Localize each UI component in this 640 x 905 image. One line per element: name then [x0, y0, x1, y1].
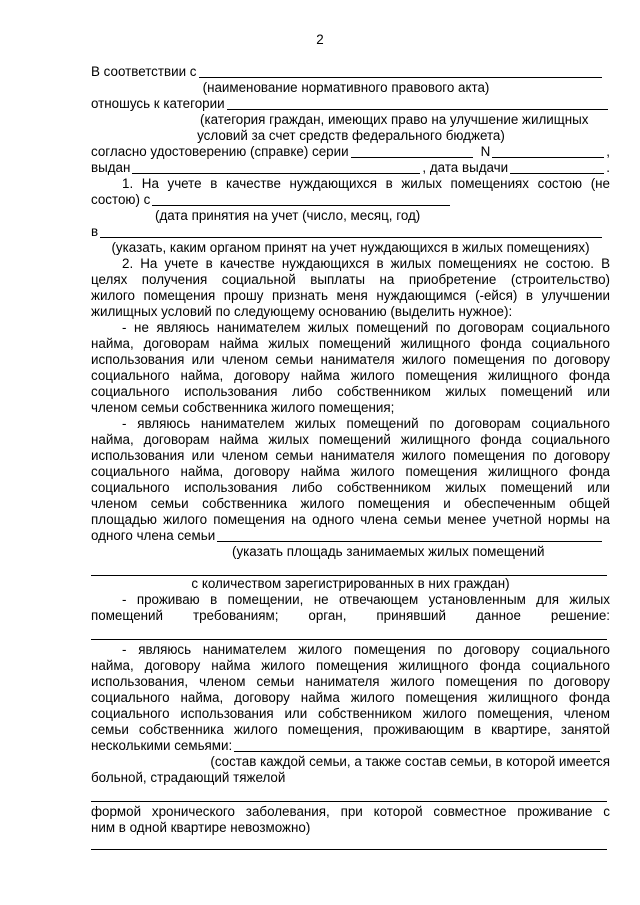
text-line: найма, договорам найма жилых помещений жилищного фонда социального [91, 432, 610, 447]
text-line: членом семьи собственника жилого помещения и обеспеченным общей [91, 496, 610, 511]
field-issue-date[interactable] [510, 161, 604, 174]
field-number[interactable] [492, 145, 604, 158]
text-line: социального использования либо собственником жилых помещений или [91, 384, 610, 399]
caption-category-1: (категория граждан, имеющих право на улучшение жилищных [200, 112, 589, 127]
line-families: несколькими семьями: [91, 738, 610, 754]
field-category[interactable] [227, 97, 608, 110]
field-family-composition[interactable] [91, 801, 607, 802]
option-shared-apartment[interactable]: - являюсь нанимателем жилого помещения по договору социального [122, 642, 610, 657]
field-families[interactable] [234, 739, 600, 752]
text-line: социального найма, договору найма жилого помещения жилищного фонда [91, 368, 610, 383]
text-line: семьи собственника жилого помещения, проживающим в квартире, занятой [91, 722, 610, 737]
caption-family-composition: (состав каждой семьи, а также состав семьи, в которой имеется [210, 754, 610, 769]
caption-living-area: (указать площадь занимаемых жилых помещений [232, 544, 545, 559]
line-category [91, 96, 610, 112]
line-area: одного члена семьи [91, 528, 610, 544]
text-line: найма, договору найма жилого помещения жилищного фонда социального [91, 658, 610, 673]
line-since: состою) с [91, 192, 610, 208]
field-registration-date[interactable] [152, 193, 450, 206]
option-not-tenant[interactable]: - не являюсь нанимателем жилых помещений по договорам социального [122, 320, 610, 335]
label-number: N [480, 144, 491, 159]
label-in-accordance: В соответствии с [91, 64, 197, 79]
caption-category-2: условий за счет средств федерального бюджета) [197, 128, 505, 143]
text-line: жилищных условий по следующему основанию (выделить нужное): [91, 304, 513, 319]
text-line: социального использования или собственником жилого помещения, членом [91, 706, 610, 721]
text-line: социального найма, договору найма жилого помещения жилищного фонда [91, 690, 610, 705]
field-series[interactable] [351, 145, 473, 158]
field-issued-by[interactable] [132, 161, 420, 174]
option-unfit-premises[interactable]: - проживаю в помещении, не отвечающем установленным для жилых [122, 592, 610, 607]
field-registering-authority[interactable] [100, 225, 602, 238]
caption-legal-act: (наименование нормативного правового акта) [202, 80, 490, 95]
option-tenant-below-norm[interactable]: - являюсь нанимателем жилых помещений по договорам социального [122, 416, 610, 431]
label-category: отношусь к категории [91, 96, 225, 111]
text-line: целях получения социальной выплаты на приобретение (строительство) [91, 272, 610, 287]
caption-authority: (указать, каким органом принят на учет нуждающихся в жилых помещениях) [111, 240, 590, 255]
line-legal-act [91, 64, 610, 80]
caption-registration-date: (дата принятия на учет (число, месяц, год) [155, 208, 421, 223]
caption-chronic-disease: формой хронического заболевания, при которой совместное проживание с [91, 804, 610, 819]
text-line: жилого помещения прошу признать меня нуждающимся (-ейся) в улучшении [91, 288, 610, 303]
text-line: найма, договорам найма жилых помещений жилищного фонда социального [91, 336, 610, 351]
caption-registered-people: с количеством зарегистрированных в них граждан) [191, 576, 510, 591]
line-issued: выдан , дата выдачи . [91, 160, 610, 175]
text-line: площадью жилого помещения на одного члена семьи менее учетной нормы на [91, 512, 610, 527]
caption-family-composition-2: больной, страдающий тяжелой [91, 770, 286, 785]
text-line: использования или членом семьи нанимателя жилого помещения по договору [91, 448, 610, 463]
field-chronic-disease[interactable] [91, 849, 607, 850]
text-line: использования, членом семьи нанимателя жилого помещения по договору [91, 674, 610, 689]
text-line: социального использования либо собственником жилых помещений или [91, 480, 610, 495]
text-line: членом семьи собственника жилого помещения; [91, 400, 395, 415]
label-issued: выдан [91, 160, 131, 175]
text-item-2: 2. На учете в качестве нуждающихся в жилых помещениях не состою. В [122, 256, 610, 271]
label-certificate-series: согласно удостоверению (справке) серии [91, 144, 349, 159]
line-authority: в [91, 224, 610, 240]
field-decision-authority[interactable] [91, 639, 607, 640]
text-item-1: 1. На учете в качестве нуждающихся в жилых помещениях состою (не [122, 176, 610, 191]
field-legal-act[interactable] [199, 65, 603, 78]
caption-chronic-disease-2: ним в одной квартире невозможно) [91, 820, 311, 835]
text-line: помещений требованиям; орган, принявший данное решение: [91, 608, 610, 623]
field-living-area[interactable] [217, 529, 602, 542]
page-number: 2 [316, 32, 324, 47]
label-issue-date: , дата выдачи [422, 160, 509, 175]
text-line: социального найма, договору найма жилого помещения жилищного фонда [91, 464, 610, 479]
line-certificate: согласно удостоверению (справке) серии N , [91, 144, 610, 159]
text-line: использования или членом семьи нанимателя жилого помещения по договору [91, 352, 610, 367]
